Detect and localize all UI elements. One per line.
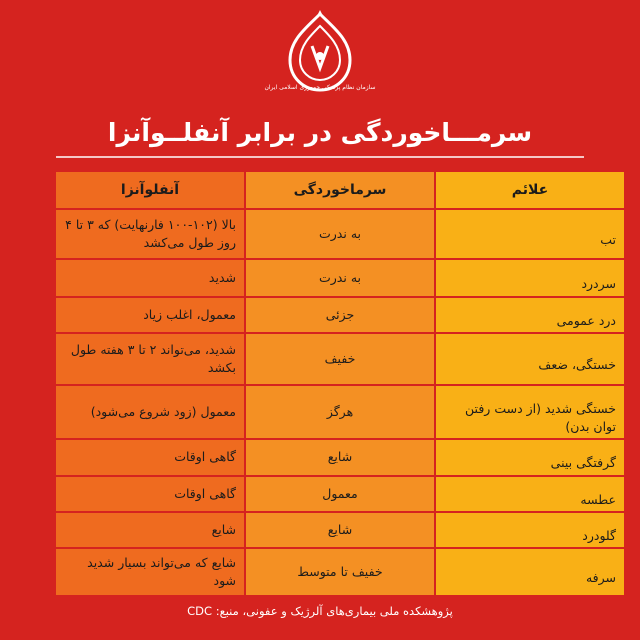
symptom-cell: خستگی شدید (از دست رفتن توان بدن) [435,385,624,439]
symptom-cell: خستگی، ضعف [435,333,624,385]
cold-cell: شایع [245,512,435,548]
comparison-table [56,172,624,597]
cold-cell: به ندرت [245,209,435,259]
flu-cell: شدید [56,259,245,297]
title-divider [56,156,584,158]
cold-cell: خفیف [245,333,435,385]
symptom-cell: عطسه [435,476,624,512]
flu-cell: شدید، می‌تواند ۲ تا ۳ هفته طول بکشد [56,333,245,385]
table-row [56,548,624,596]
symptom-cell: درد عمومی [435,297,624,333]
page-title: سرمـــاخوردگی در برابر آنفلــوآنزا [107,118,533,147]
flu-cell: گاهی اوقات [56,476,245,512]
flu-cell: معمول (زود شروع می‌شود) [56,385,245,439]
flu-cell: شایع که می‌تواند بسیار شدید شود [56,548,245,596]
flu-cell: بالا (۱۰۲-۱۰۰ فارنهایت) که ۳ تا ۴ روز طول می‌کشد [56,209,245,259]
flu-cell: شایع [56,512,245,548]
table-row [56,209,624,259]
flu-cell: معمول، اغلب زیاد [56,297,245,333]
symptom-cell: گرفتگی بینی [435,439,624,475]
table-row [56,439,624,475]
table-row [56,297,624,333]
source-footer: پژوهشکده ملی بیماری‌های آلرژیک و عفونی، منبع: CDC [187,604,453,618]
symptom-cell: سرفه [435,548,624,596]
cold-cell: جزئی [245,297,435,333]
symptom-cell: گلودرد [435,512,624,548]
header-flu: آنفلوآنزا [56,172,245,209]
table-row [56,385,624,439]
cold-cell: معمول [245,476,435,512]
cold-cell: هرگز [245,385,435,439]
table-row [56,333,624,385]
table-row [56,512,624,548]
symptom-cell: سردرد [435,259,624,297]
logo-caption: سازمان نظام پزشکی جمهوری اسلامی ایران [264,84,376,91]
cold-cell: شایع [245,439,435,475]
table-row [56,259,624,297]
symptom-cell: تب [435,209,624,259]
table-row [56,476,624,512]
table-header-row [56,172,624,209]
cold-cell: به ندرت [245,259,435,297]
flu-cell: گاهی اوقات [56,439,245,475]
header-cold: سرماخوردگی [245,172,435,209]
cold-cell: خفیف تا متوسط [245,548,435,596]
header-symptoms: علائم [435,172,624,209]
